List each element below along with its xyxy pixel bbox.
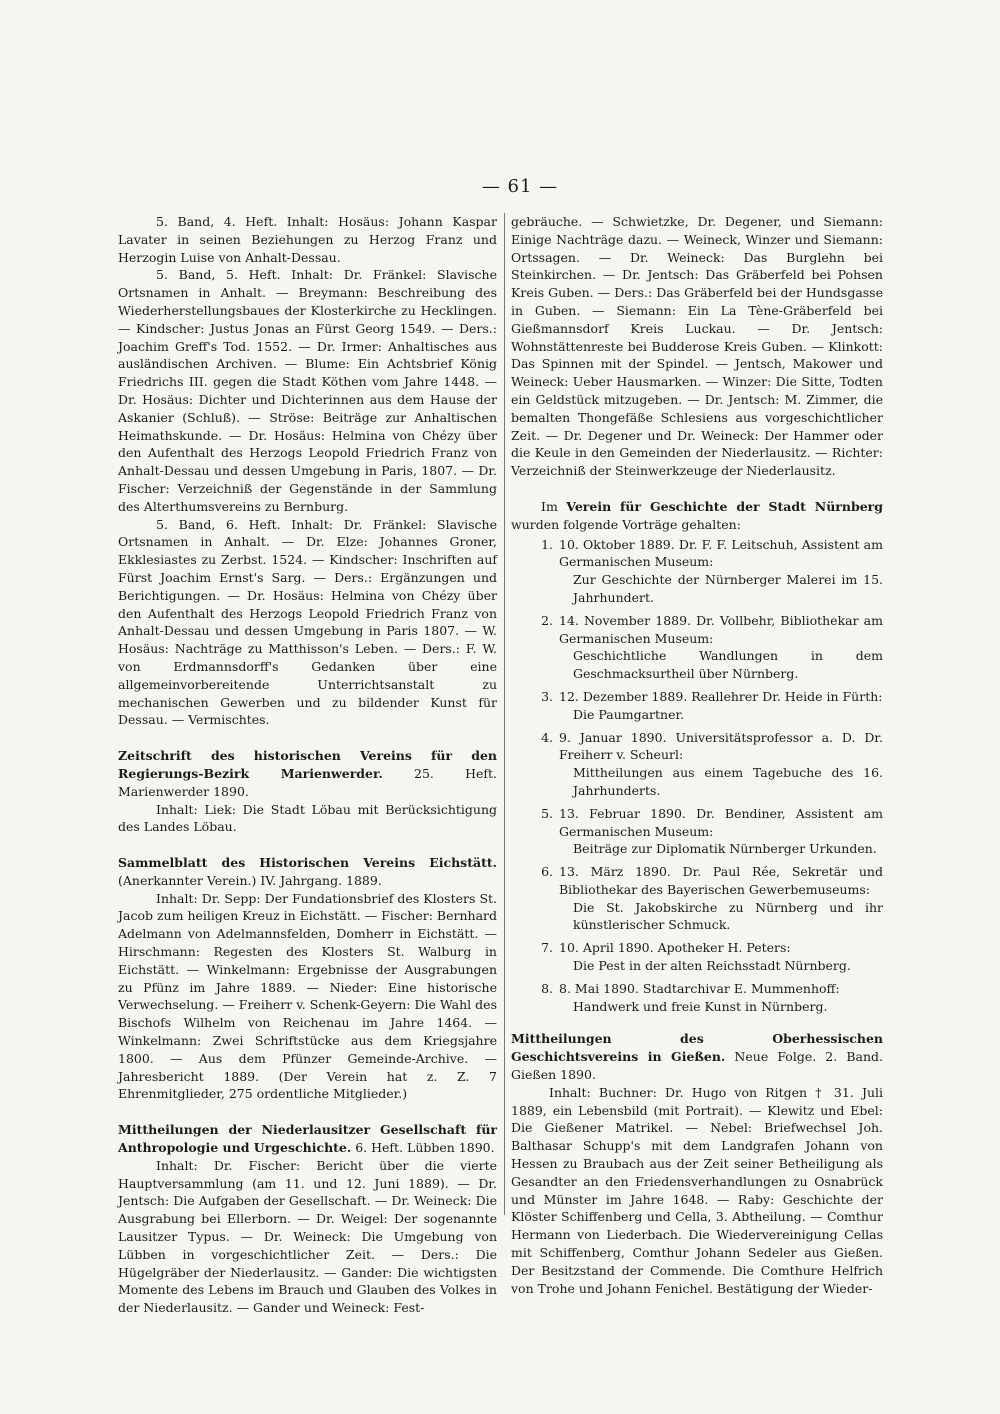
talk-speaker: 8. Mai 1890. Stadtarchivar E. Mummenhoff: — [559, 980, 840, 996]
section-gap — [118, 729, 497, 747]
talk-number: 2. — [541, 612, 553, 628]
section-giessen — [511, 1030, 883, 1083]
entry-band5-heft5: 5. Band, 5. Heft. Inhalt: Dr. Fränkel: Slavische Ortsnamen in Anhalt. — Breymann: Beschreibung des Wiederherstellungsbaues der Klosterkirche zu Hecklingen. — Kindscher: Justus Jonas an Fürst Georg 1549. — Ders.: Joachim Greff's Tod. 1552. — Dr. Irmer: Anhaltisches aus ausländischen Archiven. — Blume: Ein Achtsbrief König Friedrichs III. gegen die Stadt Köthen vom Jahre 1448. — Dr. Hosäus: Dichter und Dichterinnen aus dem Hause der Askanier (Schluß). — Ströse: Beiträge zur Anhaltischen Heimathskunde. — Dr. Hosäus: Helmina von Chézy über den Aufenthalt des Herzogs Leopold Friedrich Franz von Anhalt-Dessau und dessen Umgebung in Paris, 1807. — Dr. Fischer: Verzeichniß der Gegenstände in der Sammlung des Alterthumsvereins zu Bernburg. — [118, 267, 497, 514]
talk-item — [511, 612, 883, 683]
talk-body — [559, 980, 883, 1016]
talk-title: Mittheilungen aus einem Tagebuche des 16. Jahrhunderts. — [573, 765, 883, 798]
section-content-continued: gebräuche. — Schwietzke, Dr. Degener, und Siemann: Einige Nachträge dazu. — Weineck, Winzer und Siemann: Ortssagen. — Dr. Weineck: Das Burglehn bei Steinkirchen. — Dr. Jentsch: Das Gräberfeld bei Pohsen Kreis Guben. — Ders.: Das Gräberfeld bei der Hundsgasse in Guben. — Siemann: Ein La Tène-Gräberfeld bei Gießmannsdorf Kreis Luckau. — Dr. Jentsch: Wohnstättenreste bei Budderose Kreis Guben. — Klinkott: Das Spinnen mit der Spindel. — Jentsch, Makower und Weineck: Ueber Hausmarken. — Winzer: Die Sitte, Todten ein Geldstück mitzugeben. — Dr. Jentsch: M. Zimmer, die bemalten Thongefäße Schlesiens aus vorgeschichtlicher Zeit. — Dr. Degener und Dr. Weineck: Der Hammer oder die Keule in den Gemeinden der Niederlausitz. — Richter: Verzeichniß der Steinwerkzeuge der Niederlausitz. — [511, 214, 883, 479]
talk-title: Die Pest in der alten Reichsstadt Nürnberg. — [573, 958, 851, 974]
talk-title: Handwerk und freie Kunst in Nürnberg. — [573, 998, 828, 1014]
talk-body — [559, 688, 883, 724]
talk-item — [511, 863, 883, 934]
issue-info: 6. Heft. Lübben 1890. — [351, 1140, 495, 1156]
issue-info: Neue Folge. 2. Band. Gießen 1890. — [511, 1049, 884, 1083]
talk-item — [511, 536, 883, 607]
talk-title: Die Paumgartner. — [573, 706, 685, 722]
page-number: — 61 — — [481, 176, 559, 197]
section-eichstaett — [118, 854, 497, 890]
section-heading: Sammelblatt des Historischen Vereins Eichstätt. — [118, 855, 497, 871]
section-gap — [511, 480, 883, 498]
left-column — [118, 213, 497, 1317]
talk-body — [559, 536, 883, 607]
section-nuernberg — [511, 498, 883, 534]
section-niederlausitz — [118, 1121, 497, 1157]
talk-speaker: 13. März 1890. Dr. Paul Rée, Sekretär und Bibliothekar des Bayerischen Gewerbemuseums: — [559, 864, 883, 897]
talk-item — [511, 805, 883, 858]
section-gap — [511, 1020, 883, 1030]
talk-number: 5. — [541, 805, 553, 821]
talk-speaker: 14. November 1889. Dr. Vollbehr, Bibliothekar am Germanischen Museum: — [559, 612, 883, 646]
talk-number: 3. — [541, 688, 553, 704]
talk-item — [511, 980, 883, 1016]
entry-band5-heft6: 5. Band, 6. Heft. Inhalt: Dr. Fränkel: Slavische Ortsnamen in Anhalt. — Dr. Elze: Johannes Groner, Ekklesiastes zu Zerbst. 1524. — Kindscher: Inschriften auf Fürst Joachim Ernst's Sarg. — Ders.: Ergänzungen und Berichtigungen. — Dr. Hosäus: Helmina von Chézy über den Aufenthalt des Herzogs Leopold Friedrich Franz von Anhalt-Dessau und dessen Umgebung in Paris 1807. — W. Hosäus: Nachträge zu Matthisson's Leben. — Ders.: F. W. von Erdmannsdorff's Gedanken über eine allgemeinvorbereitende Unterrichtsanstalt zu mechanischen Gewerben und zu bildender Kunst für Dessau. — Vermischtes. — [118, 516, 497, 728]
entry-band5-heft4: 5. Band, 4. Heft. Inhalt: Hosäus: Johann Kaspar Lavater in seinen Beziehungen zu Herzog Franz und Herzogin Luise von Anhalt-Dessau. — [118, 214, 497, 265]
talk-number: 6. — [541, 864, 553, 880]
section-content: Inhalt: Liek: Die Stadt Löbau mit Berücksichtigung des Landes Löbau. — [118, 801, 497, 835]
talk-body — [559, 863, 883, 934]
talk-item — [511, 688, 883, 724]
talk-speaker: 13. Februar 1890. Dr. Bendiner, Assistent am Germanischen Museum: — [559, 805, 883, 839]
talk-speaker: 10. Oktober 1889. Dr. F. F. Leitschuh, Assistent am Germanischen Museum: — [559, 536, 883, 570]
issue-info: (Anerkannter Verein.) IV. Jahrgang. 1889. — [118, 872, 382, 888]
talk-title: Die St. Jakobskirche zu Nürnberg und ihr künstlerischer Schmuck. — [573, 899, 883, 933]
intro-suffix: wurden folgende Vorträge gehalten: — [511, 516, 741, 532]
section-gap — [118, 836, 497, 854]
talk-item — [511, 939, 883, 975]
section-heading: Verein für Geschichte der Stadt Nürnberg — [566, 498, 883, 514]
section-heading: Mittheilungen der Niederlausitzer Gesellschaft für Anthropologie und Urgeschichte. — [118, 1122, 497, 1156]
intro-prefix: Im — [541, 498, 567, 514]
talk-speaker: 12. Dezember 1889. Reallehrer Dr. Heide in Fürth: — [559, 688, 883, 704]
talk-body — [559, 612, 883, 683]
talk-body — [559, 729, 883, 800]
talk-number: 7. — [541, 940, 553, 956]
section-gap — [118, 1103, 497, 1121]
right-column — [511, 213, 883, 1297]
talk-speaker: 10. April 1890. Apotheker H. Peters: — [559, 940, 791, 956]
talk-number: 4. — [541, 729, 553, 745]
talk-item — [511, 729, 883, 800]
section-marienwerder — [118, 747, 497, 800]
section-content: Inhalt: Dr. Sepp: Der Fundationsbrief des Klosters St. Jacob zum heiligen Kreuz in Eichstätt. — Fischer: Bernhard Adelmann von Adelmannsfelden, Domherr in Eichstätt. — Hirschmann: Regesten des Klosters St. Walburg in Eichstätt. — Winkelmann: Ergebnisse der Ausgrabungen zu Pfünz im Jahre 1889. — Nieder: Eine historische Verwechselung. — Freiherr v. Schenk-Geyern: Die Wahl des Bischofs Wilhelm von Reichenau im Jahre 1464. — Winkelmann: Zwei Schriftstücke aus dem Kriegsjahre 1800. — Aus dem Pfünzer Gemeinde-Archive. — Jahresbericht 1889. (Der Verein hat z. Z. 7 Ehrenmitglieder, 275 ordentliche Mitglieder.) — [118, 890, 497, 1102]
talk-speaker: 9. Januar 1890. Universitätsprofessor a. D. Dr. Freiherr v. Scheurl: — [559, 729, 883, 763]
section-heading: Mittheilungen des Oberhessischen Geschichtsvereins in Gießen. — [511, 1031, 883, 1065]
issue-info: 25. Heft. Marienwerder 1890. — [118, 765, 497, 799]
talk-title: Beiträge zur Diplomatik Nürnberger Urkunden. — [573, 841, 877, 857]
talk-body — [559, 805, 883, 858]
talk-number: 1. — [541, 536, 553, 552]
section-content: Inhalt: Buchner: Dr. Hugo von Ritgen † 31. Juli 1889, ein Lebensbild (mit Portrait). — Klewitz und Ebel: Die Gießener Matrikel. — Nebel: Briefwechsel Joh. Balthasar Schupp's mit dem Landgrafen Johann von Hessen zu Braubach aus der Zeit seiner Betheiligung als Gesandter an den Friedensverhandlungen zu Osnabrück und Münster im Jahre 1648. — Raby: Geschichte der Klöster Schiffenberg und Cella, 3. Abtheilung. — Comthur Hermann von Liederbach. Die Wiedervereinigung Cellas mit Schiffenberg, Comthur Johann Sedeler aus Gießen. Der Besitzstand der Commende. Die Comthure Helfrich von Trohe und Johann Fenichel. Bestätigung der Wieder- — [511, 1084, 883, 1296]
section-content: Inhalt: Dr. Fischer: Bericht über die vierte Hauptversammlung (am 11. und 12. Juni 1889). — Dr. Jentsch: Die Aufgaben der Gesellschaft. — Dr. Weineck: Die Ausgrabung bei Ellerborn. — Dr. Weigel: Der sogenannte Lausitzer Typus. — Dr. Weineck: Die Umgebung von Lübben in vorgeschichtlicher Zeit. — Ders.: Die Hügelgräber der Niederlausitz. — Gander: Die wichtigsten Momente des Lebens im Brauch und Glauben des Volkes in der Niederlausitz. — Gander und Weineck: Fest- — [118, 1157, 497, 1316]
column-divider — [504, 213, 505, 1215]
talk-title: Geschichtliche Wandlungen in dem Geschmacksurtheil über Nürnberg. — [573, 648, 883, 682]
talk-number: 8. — [541, 980, 553, 996]
talk-body — [559, 939, 883, 975]
talk-list — [511, 536, 883, 1016]
section-heading: Zeitschrift des historischen Vereins für den Regierungs-Bezirk Marienwerder. — [118, 748, 497, 781]
talk-title: Zur Geschichte der Nürnberger Malerei im 15. Jahrhundert. — [573, 572, 883, 605]
